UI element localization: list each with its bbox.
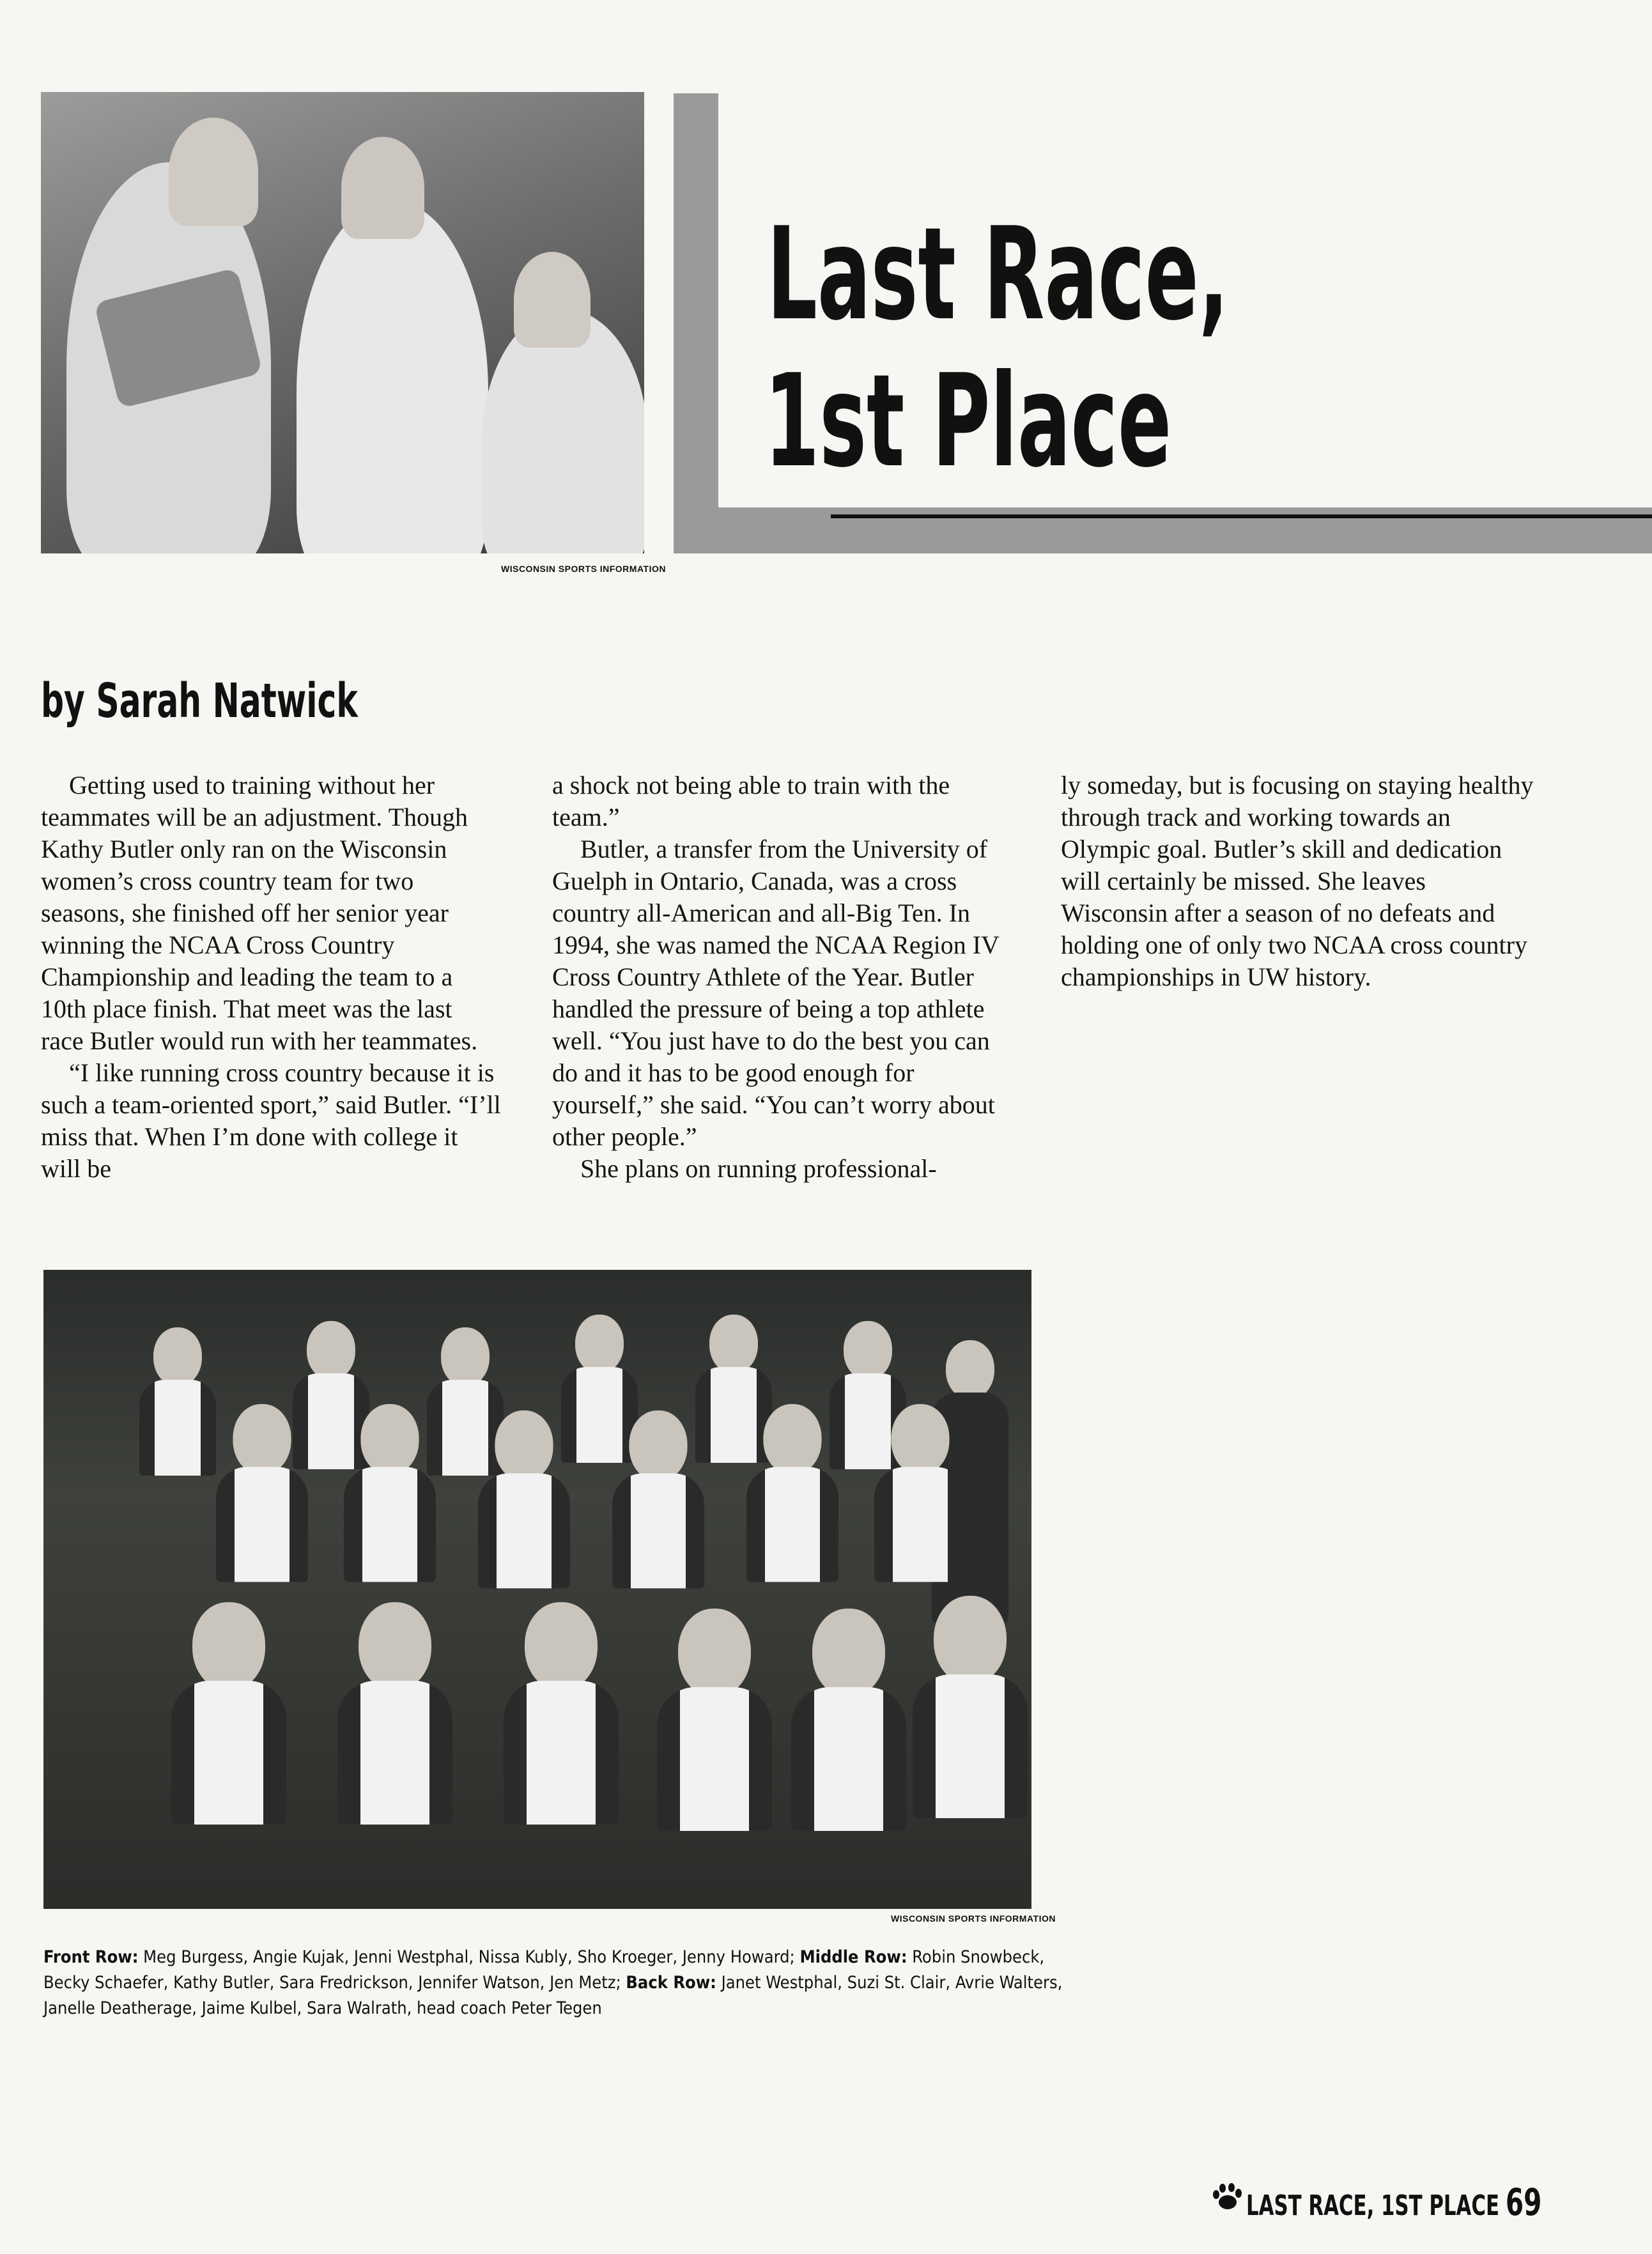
middle-row-label: Middle Row: <box>799 1947 907 1967</box>
back-row-names: Janet Westphal, Suzi St. Clair, Avrie Walters, <box>716 1973 1063 1993</box>
front-row-label: Front Row: <box>43 1947 139 1967</box>
photo-credit-bottom: WISCONSIN SPORTS INFORMATION <box>891 1913 1056 1924</box>
body-column-3 <box>1061 769 1534 993</box>
team-photo <box>43 1270 1031 1909</box>
paw-icon <box>1211 2183 1243 2211</box>
back-row-names-cont: Janelle Deatherage, Jaime Kulbel, Sara Walrath, head coach Peter Tegen <box>43 1998 602 2018</box>
paragraph: Butler, a transfer from the University of Guelph in Ontario, Canada, was a cross country all-American and all-Big Ten. In 1994, she was named the NCAA Region IV Cross Country Athlete of the Year. Butler handled the pressure of being a top athlete well. “You just have to do the best you can do and it has to be good enough for yourself,” she said. “You can’t worry about other people.” <box>552 835 1000 1151</box>
paragraph: ly someday, but is focusing on staying healthy through track and working towards an Olympic goal. Butler’s skill and dedication will certainly be missed. She leaves Wisconsin after a season of no defeats and holding one of only two NCAA cross country championships in UW history. <box>1061 771 1534 991</box>
footer-title: LAST RACE, 1ST PLACE <box>1246 2189 1500 2222</box>
paragraph: Getting used to training without her teammates will be an adjustment. Though Kathy Butler only ran on the Wisconsin women’s cross country team for two seasons, she finished off her senior year winning the NCAA Cross Country Championship and leading the team to a 10th place finish. That meet was the last race Butler would run with her teammates. <box>41 771 478 1055</box>
team-photo-caption <box>43 1945 1063 2021</box>
body-column-2 <box>552 769 1012 1185</box>
page-number: 69 <box>1505 2181 1542 2224</box>
photo-credit-top: WISCONSIN SPORTS INFORMATION <box>501 564 666 574</box>
headline-line-1: Last Race, <box>767 200 1229 349</box>
front-row-names: Meg Burgess, Angie Kujak, Jenni Westphal, Nissa Kubly, Sho Kroeger, Jenny Howard; <box>138 1947 800 1967</box>
middle-row-names-cont: Becky Schaefer, Kathy Butler, Sara Fredrickson, Jennifer Watson, Jen Metz; <box>43 1973 626 1993</box>
page-footer <box>1246 2181 1541 2224</box>
top-photo <box>41 92 644 553</box>
middle-row-names: Robin Snowbeck, <box>907 1947 1045 1967</box>
paragraph: a shock not being able to train with the team.” <box>552 771 950 831</box>
headline-l-vertical <box>674 93 718 553</box>
headline-rule <box>831 514 1652 518</box>
back-row-label: Back Row: <box>626 1973 716 1993</box>
headline-line-2: 1st Place <box>764 347 1172 496</box>
paragraph: “I like running cross country because it is such a team-oriented sport,” said Butler. “I’ll miss that. When I’m done with college it will be <box>41 1058 501 1183</box>
byline: by Sarah Natwick <box>41 674 358 729</box>
body-column-1 <box>41 769 501 1185</box>
paragraph: She plans on running professional- <box>580 1154 937 1183</box>
